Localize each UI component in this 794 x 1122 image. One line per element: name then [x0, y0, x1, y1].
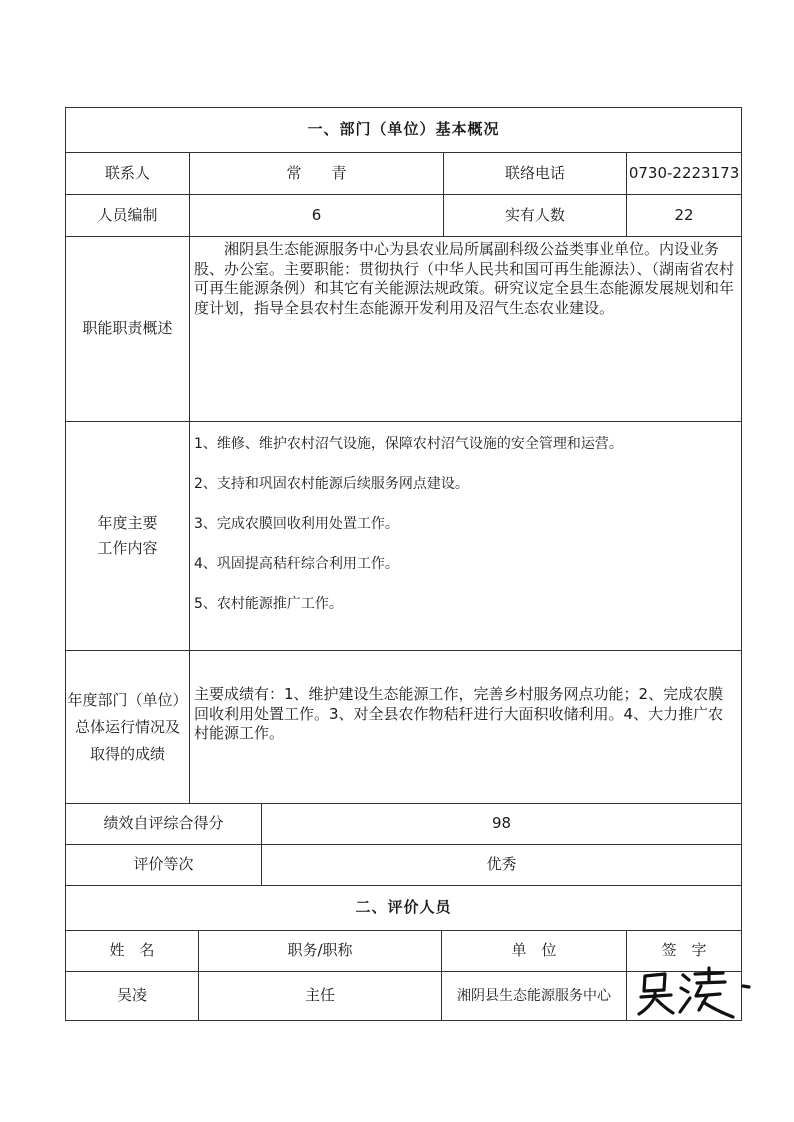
col-unit-header: 单 位	[442, 930, 627, 971]
evaluator-position: 主任	[199, 971, 442, 1020]
results-text: 主要成绩有：1、维护建设生态能源工作，完善乡村服务网点功能；2、完成农膜回收利用处置工作。3、对全县农作物秸秆进行大面积收储利用。4、大力推广农村能源工作。	[190, 651, 742, 804]
duties-text: 湘阴县生态能源服务中心为县农业局所属副科级公益类事业单位。内设业务股、办公室。主要职能：贯彻执行（中华人民共和国可再生能源法）、（湖南省农村可再生能源条例）和其它有关能源法规政策。研究议定全县生态能源发展规划和年度计划，指导全县农村生态能源开发利用及沼气生态农业建设。	[190, 237, 742, 422]
evaluator-unit: 湘阴县生态能源服务中心	[442, 971, 627, 1020]
phone-label: 联络电话	[444, 153, 627, 195]
score-label: 绩效自评综合得分	[66, 804, 262, 845]
work-item: 3、完成农膜回收利用处置工作。	[194, 516, 399, 532]
col-position-header: 职务/职称	[199, 930, 442, 971]
evaluator-table	[65, 930, 742, 1021]
actual-staff-value: 22	[627, 195, 742, 237]
grade-label: 评价等次	[66, 845, 262, 886]
staff-quota-value: 6	[190, 195, 444, 237]
evaluation-form	[65, 107, 741, 1021]
work-item: 4、巩固提高秸秆综合利用工作。	[194, 556, 399, 572]
grade-value: 优秀	[262, 845, 742, 886]
handwritten-signature	[635, 966, 755, 1024]
results-label-line1: 年度部门（单位）	[67, 690, 188, 709]
score-value: 98	[262, 804, 742, 845]
results-label-line2: 总体运行情况及	[74, 717, 180, 736]
phone-value: 0730-2223173	[627, 153, 742, 195]
col-name-header: 姓 名	[66, 930, 199, 971]
col-signature-header: 签 字	[627, 930, 742, 971]
contact-value: 常 青	[190, 153, 444, 195]
work-item: 1、维修、维护农村沼气设施，保障农村沼气设施的安全管理和运营。	[194, 436, 623, 452]
duties-label: 职能职责概述	[66, 237, 190, 422]
results-label-line3: 取得的成绩	[89, 744, 165, 763]
work-label-line1: 年度主要	[97, 513, 158, 532]
evaluator-signature	[627, 971, 742, 1020]
form-table	[65, 107, 742, 931]
work-items	[190, 422, 742, 651]
section1-title: 一、部门（单位）基本概况	[66, 108, 742, 153]
evaluator-row	[66, 971, 742, 1020]
staff-quota-label: 人员编制	[66, 195, 190, 237]
section2-title: 二、评价人员	[66, 886, 742, 931]
contact-label: 联系人	[66, 153, 190, 195]
actual-staff-label: 实有人数	[444, 195, 627, 237]
work-item: 2、支持和巩固农村能源后续服务网点建设。	[194, 476, 469, 492]
results-label	[66, 651, 190, 804]
work-label	[66, 422, 190, 651]
work-item: 5、农村能源推广工作。	[194, 596, 343, 612]
work-label-line2: 工作内容	[97, 539, 158, 557]
evaluator-name: 吴凌	[66, 971, 199, 1020]
